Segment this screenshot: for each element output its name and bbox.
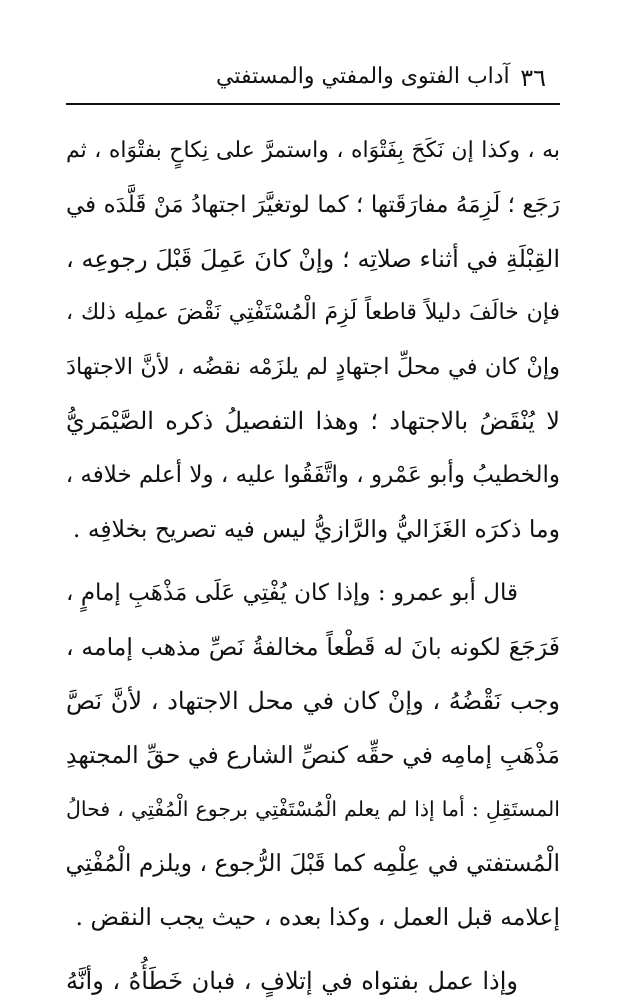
- text-line: به ، وكذا إن نَكَحَ بِفَتْوَاه ، واستمرَّ على نِكاحٍ بفتْوَاه ، ثم: [66, 138, 560, 163]
- text-line: والخطيبُ وأبو عَمْرو ، واتَّفَقُوا عليه ، ولا أعلم خلافه ،: [66, 462, 560, 488]
- text-line: لا يُنْقَضُ بالاجتهاد ؛ وهذا التفصيلُ ذكره الصَّيْمَريُّ: [66, 407, 560, 435]
- text-line: وجب نَقْضُهُ ، وإنْ كان في محل الاجتهاد ، لأنَّ نَصَّ: [66, 687, 560, 715]
- text-line: المستَقِلِ : أما إذا لم يعلم الْمُسْتَفْتِي برجوع الْمُفْتِي ، فحالُ: [66, 797, 560, 821]
- text-line: رَجَع ؛ لَزِمَهُ مفارَقَتها ؛ كما لوتغيَّرَ اجتهادُ مَنْ قَلَّدَه في: [66, 192, 560, 218]
- paragraph-1: [66, 124, 560, 556]
- paragraph-spacer: [66, 944, 560, 954]
- text-line: الْمُستفتي في عِلْمِه كما قَبْلَ الرُّجوع ، ويلزم الْمُفْتِي: [66, 849, 560, 877]
- text-line: إعلامه قبل العمل ، وكذا بعده ، حيث يجب النقض .: [75, 903, 560, 931]
- page-header: [66, 62, 560, 100]
- text-line: وإنْ كان في محلِّ اجتهادٍ لم يلزَمْه نقضُه ، لأنَّ الاجتهادَ: [66, 354, 560, 380]
- paragraph-3: [66, 954, 560, 1008]
- header-rule: [66, 103, 560, 105]
- page-number: ٣٦: [520, 64, 546, 92]
- paragraph-spacer: [66, 556, 560, 566]
- running-title: آداب الفتوى والمفتي والمستفتي: [216, 64, 510, 89]
- text-line: قال أبو عمرو : وإذا كان يُفْتِي عَلَى مَذْهَبِ إمامٍ ،: [66, 580, 518, 606]
- text-line: فإن خالَفَ دليلاً قاطعاً لَزِمَ الْمُسْتَفْتِي نَقْضَ عملِه ذلك ،: [66, 300, 560, 325]
- paragraph-2: [66, 566, 560, 944]
- text-line: وما ذكرَه الغَزَاليُّ والرَّازيُّ ليس فيه تصريح بخلافِه .: [72, 515, 560, 543]
- body-text: [66, 124, 560, 1008]
- text-line: فَرَجَعَ لكونه بانَ له قَطْعاً مخالفةُ نَصِّ مذهب إمامه ،: [66, 633, 560, 661]
- text-line: وإذا عمل بفتواه في إتلافٍ ، فبان خَطَأُهُ ، وأنَّهُ: [66, 967, 518, 995]
- text-line: القِبْلَةِ في أثناء صلاتِه ؛ وإنْ كانَ عَمِلَ قَبْلَ رجوعِه ،: [66, 245, 560, 273]
- text-line: مَذْهَبِ إمامِه في حقِّه كنصِّ الشارع في حقِّ المجتهدِ: [66, 741, 560, 769]
